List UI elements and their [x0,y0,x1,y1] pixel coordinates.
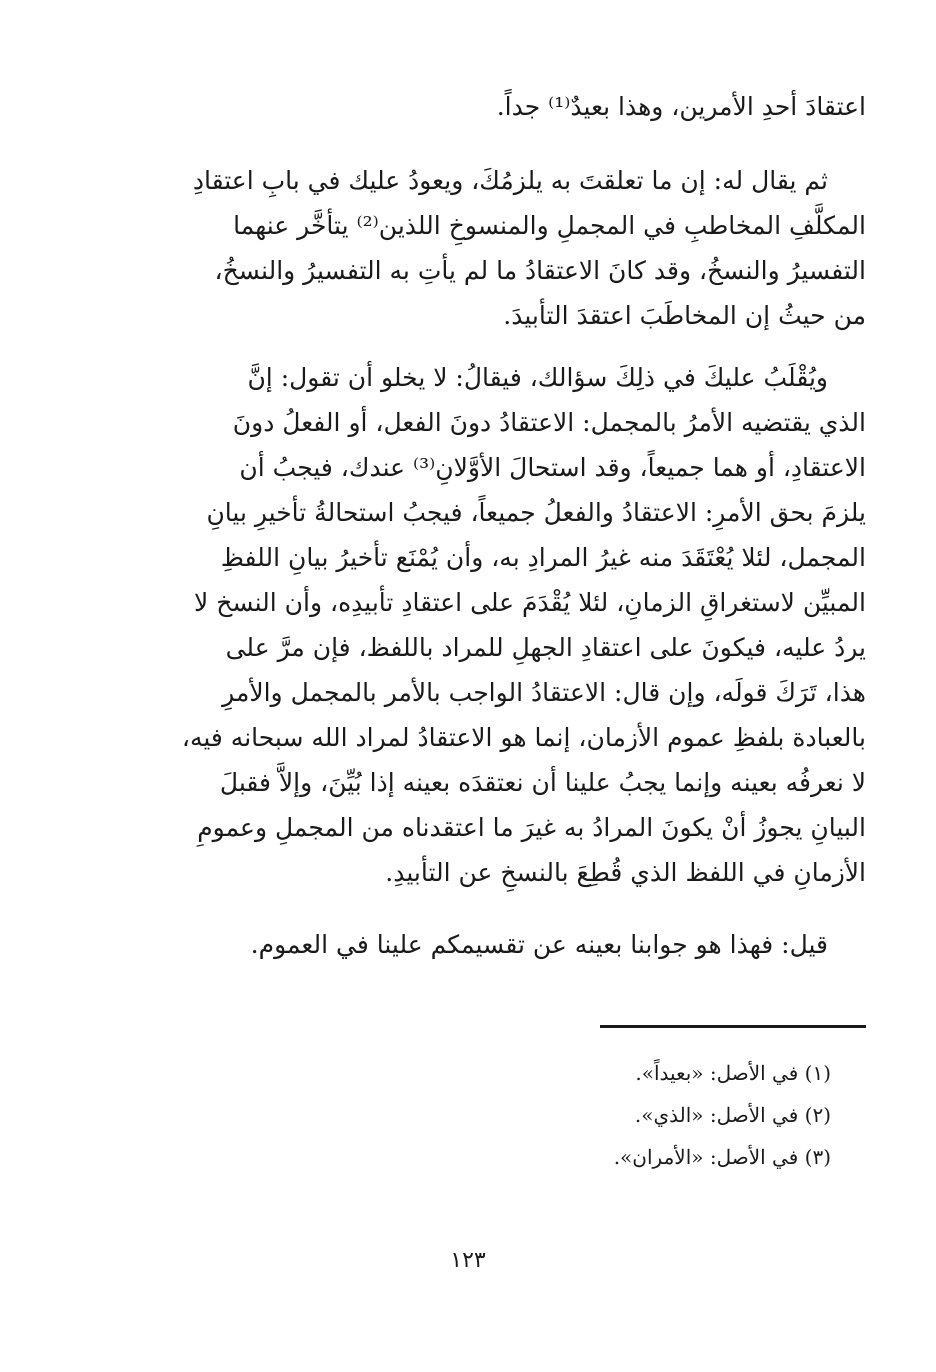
text-line: من حيثُ إن المخاطَبَ اعتقدَ التأبيدَ. [503,301,866,330]
text-line: لا نعرفُه بعينه وإنما يجبُ علينا أن نعتقدَه بعينه إذا بُيِّنَ، وإلاَّ فقبلَ [219,768,866,797]
footnote-3: (٣) في الأصل: «الأمران». [613,1145,831,1169]
text-line: ويُقْلَبُ عليكَ في ذلِكَ سؤالك، فيقالُ: لا يخلو أن تقول: إنَّ [247,363,828,392]
text-line: المجمل، لئلا يُعْتَقَدَ منه غيرُ المرادِ به، وأن يُمْنَع تأخيرُ بيانِ اللفظِ [220,543,866,572]
paragraph-4 [150,922,866,967]
text-line: ثم يقال له: إن ما تعلقتَ به يلزمُكَ، ويعودُ عليك في بابِ اعتقادِ [192,166,828,195]
page-number: ١٢٣ [450,1248,486,1273]
footnotes [431,1052,831,1178]
text-line: هذا، تَرَكَ قولَه، وإن قال: الاعتقادُ الواجب بالأمر بالمجمل والأمرِ [222,678,866,707]
text-line: المبيِّن لاستغراقِ الزمانِ، لئلا يُقْدَمَ على اعتقادِ تأبيدِه، وأن النسخ لا [193,588,866,617]
paragraph-3 [150,355,866,895]
text-line: يلزمَ بحق الأمرِ: الاعتقادُ والفعلُ جميعاً، فيجبُ استحالةُ تأخيرِ بيانِ [206,498,866,527]
footnote-1: (١) في الأصل: «بعيداً». [635,1061,831,1085]
paragraph-1 [150,84,866,129]
text-line: الذي يقتضيه الأمرُ بالمجمل: الاعتقادُ دونَ الفعل، أو الفعلُ دونَ [232,408,866,437]
text-line: الاعتقادِ، أو هما جميعاً، وقد استحالَ الأوَّلانِ⁽³⁾ عندك، فيجبُ أن [239,453,866,482]
text-line: بالعبادة بلفظِ عموم الأزمان، إنما هو الاعتقادُ لمراد الله سبحانه فيه، [181,723,866,752]
text-line: البيانِ يجوزُ أنْ يكونَ المرادُ به غيرَ ما اعتقدناه من المجملِ وعمومِ [197,813,866,842]
text-line: الأزمانِ في اللفظ الذي قُطِعَ بالنسخِ عن التأبيدِ. [385,858,866,887]
text-line: اعتقادَ أحدِ الأمرين، وهذا بعيدٌ⁽¹⁾ جداً. [496,92,866,121]
text-line: التفسيرُ والنسخُ، وقد كانَ الاعتقادُ ما لم يأتِ به التفسيرُ والنسخُ، [214,256,866,285]
paragraph-2 [150,158,866,338]
footnote-2: (٢) في الأصل: «الذي». [634,1103,831,1127]
footnote-separator [600,1025,866,1028]
text-line: يردُ عليه، فيكونَ على اعتقادِ الجهلِ للمراد باللفظ، فإن مرَّ على [225,633,866,662]
text-line: المكلَّفِ المخاطبِ في المجملِ والمنسوخِ اللذين⁽²⁾ يتأخَّر عنهما [233,211,866,240]
text-line: قيل: فهذا هو جوابنا بعينه عن تقسيمكم علينا في العموم. [250,930,828,959]
